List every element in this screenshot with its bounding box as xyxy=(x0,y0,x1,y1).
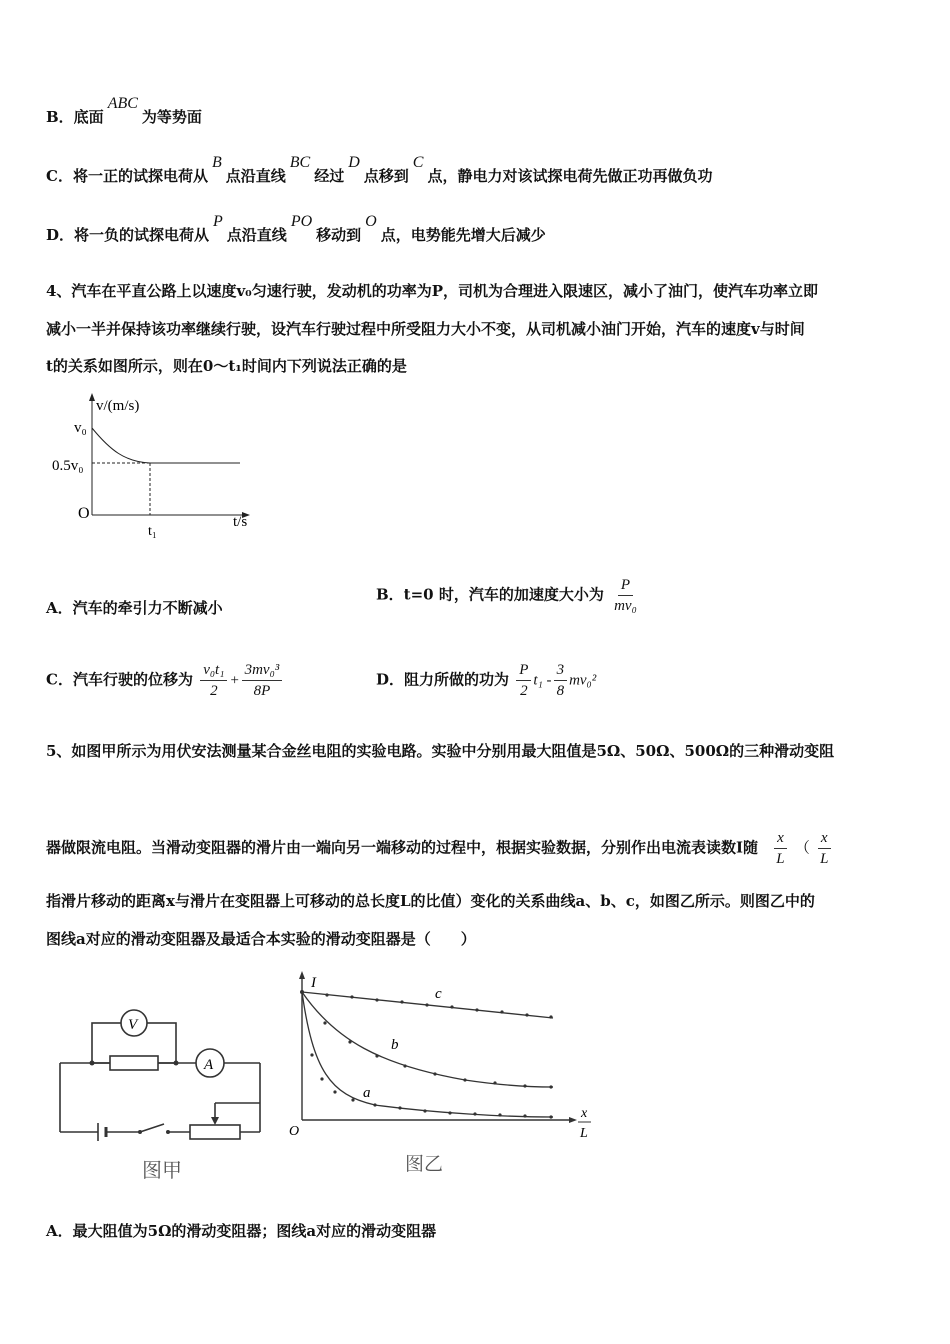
graph-ylabel: v/(m/s) xyxy=(96,398,140,414)
q4-b-fraction: $\frac{P}{\text{mv₀}}$ xyxy=(614,577,637,614)
q4-stem-line3: t的关系如图所示，则在0～t₁时间内下列说法正确的是 xyxy=(46,357,407,375)
ammeter-label: A xyxy=(204,1057,214,1073)
q5-stem-line4: 图线a对应的滑动变阻器及最适合本实验的滑动变阻器是（ ） xyxy=(46,930,476,948)
q3-option-d: D．将一负的试探电荷从P点沿直线PO移动到O点，电势能先增大后减少 xyxy=(46,213,546,244)
fig1-caption: 图甲 xyxy=(142,1158,182,1182)
q4-option-c: C．汽车行驶的位移为 $\frac{\text{v₀t₁}}{2}$ + $\frac{\text{3mv₀³}}{8P}$ xyxy=(46,660,284,701)
velocity-curve xyxy=(92,428,150,463)
q5-stem-line2: 器做限流电阻。当滑动变阻器的滑片由一端向另一端移动的过程中，根据实验数据，分别作出电流表读数I随 $\frac{x}{L}$ （ $\frac{x}{L}$ xyxy=(46,828,833,869)
fig2-caption: 图乙 xyxy=(405,1153,444,1175)
q5-stem-line3: 指滑片移动的距离x与滑片在变阻器上可移动的总长度L的比值）变化的关系曲线a、b、c，如图乙所示。则图乙中的 xyxy=(46,892,815,910)
curve-c-label: c xyxy=(435,986,442,1002)
origin-label: O xyxy=(289,1124,300,1139)
x-frac-den: L xyxy=(580,1126,588,1141)
i-label: I xyxy=(311,975,316,991)
q4-velocity-graph xyxy=(40,390,270,550)
q4-option-b: B．t=0 时，汽车的加速度大小为 $\frac{P}{\text{mv₀}}$ xyxy=(376,575,642,616)
curve-a xyxy=(302,992,553,1117)
q4-stem-line2: 减小一半并保持该功率继续行驶，设汽车行驶过程中所受阻力大小不变，从司机减小油门开始，汽车的速度v与时间 xyxy=(46,320,805,338)
q4-option-d: D．阻力所做的功为 $\frac{P}{2}$ t₁ - $\frac{3}{8}$ mv₀² xyxy=(376,662,597,699)
curve-b-label: b xyxy=(391,1037,399,1053)
q4-option-a: A．汽车的牵引力不断减小 xyxy=(46,599,223,617)
curve-a-label: a xyxy=(363,1085,371,1101)
circuit-diagram xyxy=(50,1005,280,1190)
graph-v0: v₀ xyxy=(74,420,87,436)
rheostat xyxy=(190,1125,240,1139)
current-graph xyxy=(285,965,605,1180)
resistor xyxy=(110,1056,158,1070)
voltmeter-label: V xyxy=(128,1017,138,1033)
q5-stem-line1: 5、如图甲所示为用伏安法测量某合金丝电阻的实验电路。实验中分别用最大阻值是5Ω、50Ω、500Ω的三种滑动变阻 xyxy=(46,742,835,760)
graph-xlabel: t/s xyxy=(233,514,248,530)
q3-option-b: B．底面ABC为等势面 xyxy=(46,95,202,126)
x-frac-num: x xyxy=(581,1106,588,1121)
graph-origin: O xyxy=(78,505,90,522)
q4-stem-line1: 4、汽车在平直公路上以速度v₀匀速行驶，发动机的功率为P，司机为合理进入限速区，减小了油门，使汽车功率立即 xyxy=(46,282,819,300)
y-axis-arrow xyxy=(89,393,95,401)
graph-half-v0: 0.5v₀ xyxy=(52,458,84,474)
graph-t1: t₁ xyxy=(148,524,157,539)
q5-option-a: A．最大阻值为5Ω的滑动变阻器；图线a对应的滑动变阻器 xyxy=(46,1222,437,1240)
q3-option-c: C．将一正的试探电荷从B点沿直线BC经过D点移到C点，静电力对该试探电荷先做正功再做负功 xyxy=(46,154,713,185)
